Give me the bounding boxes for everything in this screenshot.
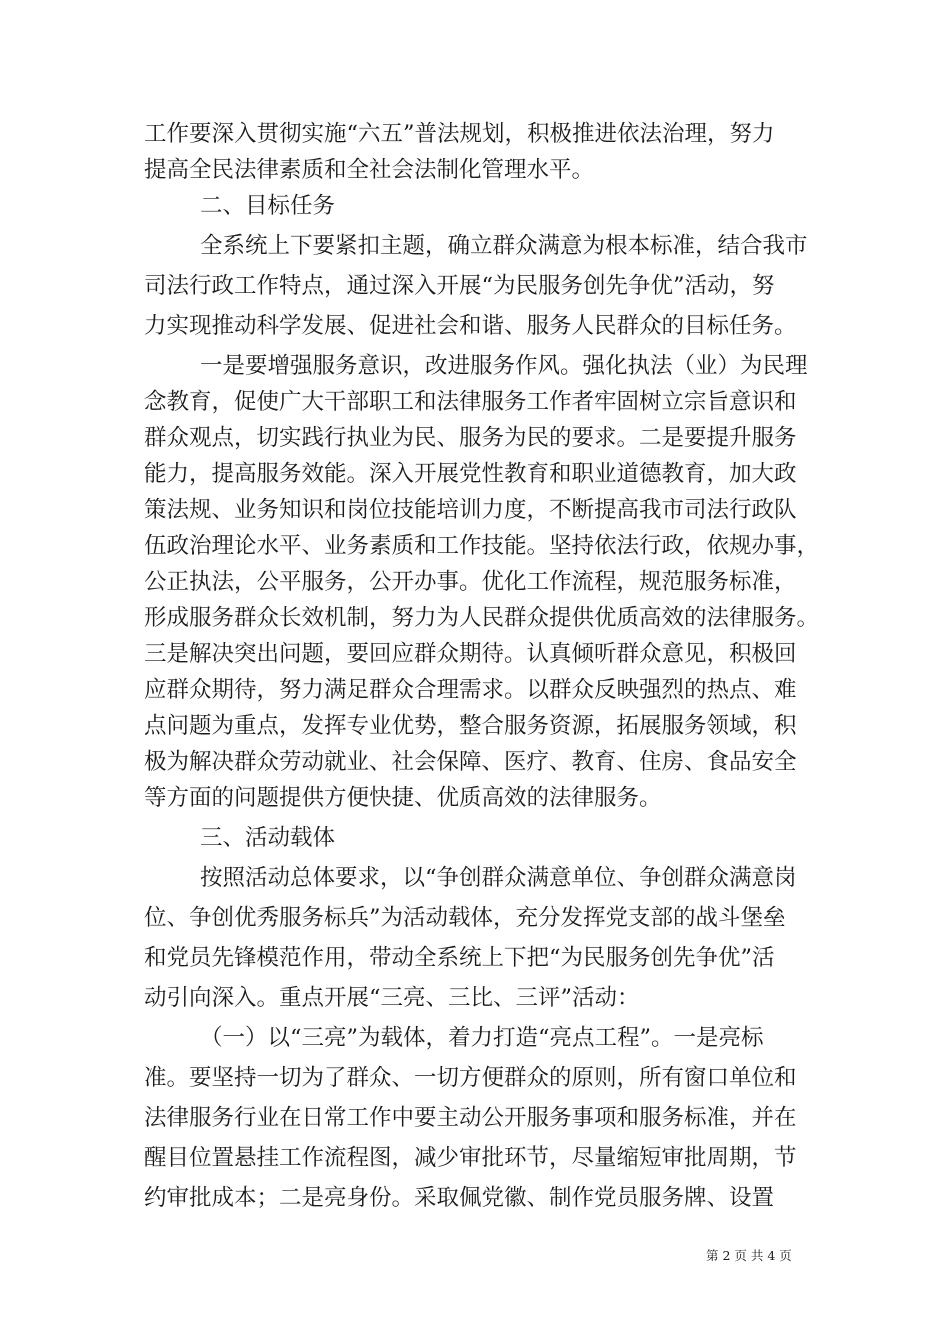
text-line: 醒目位置悬挂工作流程图，减少审批环节，尽量缩短审批周期，节 [144, 1145, 797, 1171]
text-line: 和党员先锋模范作用，带动全系统上下把“为民服务创先争优”活 [144, 945, 775, 971]
page-number: 第 2 页 共 4 页 [706, 1248, 792, 1263]
text-line: 司法行政工作特点，通过深入开展“为民服务创先争优”活动，努 [144, 273, 775, 299]
text-line: 工作要深入贯彻实施“六五”普法规划，积极推进依法治理，努力 [144, 121, 775, 147]
text-line: 形成服务群众长效机制，努力为人民群众提供优质高效的法律服务。 [144, 605, 820, 631]
text-line: 极为解决群众劳动就业、社会保障、医疗、教育、住房、食品安全 [144, 749, 797, 775]
text-line: 念教育，促使广大干部职工和法律服务工作者牢固树立宗旨意识和 [144, 389, 797, 415]
text-line: （一）以“三亮”为载体，着力打造“亮点工程”。一是亮标 [200, 1025, 764, 1051]
section-heading: 三、活动载体 [200, 825, 336, 851]
text-line: 准。要坚持一切为了群众、一切方便群众的原则，所有窗口单位和 [144, 1065, 797, 1091]
text-line: 点问题为重点，发挥专业优势，整合服务资源，拓展服务领域，积 [144, 713, 797, 739]
text-line: 伍政治理论水平、业务素质和工作技能。坚持依法行政，依规办事， [144, 533, 820, 559]
document-page [144, 112, 834, 1252]
text-line: 等方面的问题提供方便快捷、优质高效的法律服务。 [144, 785, 662, 811]
text-line: 三是解决突出问题，要回应群众期待。认真倾听群众意见，积极回 [144, 641, 797, 667]
text-line: 一是要增强服务意识，改进服务作风。强化执法（业）为民理 [200, 353, 808, 379]
text-line: 全系统上下要紧扣主题，确立群众满意为根本标准，结合我市 [200, 233, 808, 259]
text-line: 公正执法，公平服务，公开办事。优化工作流程，规范服务标准， [144, 569, 797, 595]
text-line: 群众观点，切实践行执业为民、服务为民的要求。二是要提升服务 [144, 425, 797, 451]
text-line: 动引向深入。重点开展“三亮、三比、三评”活动： [144, 985, 640, 1011]
text-line: 法律服务行业在日常工作中要主动公开服务事项和服务标准，并在 [144, 1105, 797, 1131]
text-line: 位、争创优秀服务标兵”为活动载体，充分发挥党支部的战斗堡垒 [144, 905, 786, 931]
text-line: 应群众期待，努力满足群众合理需求。以群众反映强烈的热点、难 [144, 677, 797, 703]
text-line: 策法规、业务知识和岗位技能培训力度，不断提高我市司法行政队 [144, 497, 797, 523]
text-line: 约审批成本；二是亮身份。采取佩党徽、制作党员服务牌、设置 [144, 1185, 775, 1211]
text-line: 能力，提高服务效能。深入开展党性教育和职业道德教育，加大政 [144, 461, 797, 487]
section-heading: 二、目标任务 [200, 193, 336, 219]
text-line: 力实现推动科学发展、促进社会和谐、服务人民群众的目标任务。 [144, 313, 797, 339]
text-line: 提高全民法律素质和全社会法制化管理水平。 [144, 157, 595, 183]
text-line: 按照活动总体要求，以“争创群众满意单位、争创群众满意岗 [200, 865, 797, 891]
